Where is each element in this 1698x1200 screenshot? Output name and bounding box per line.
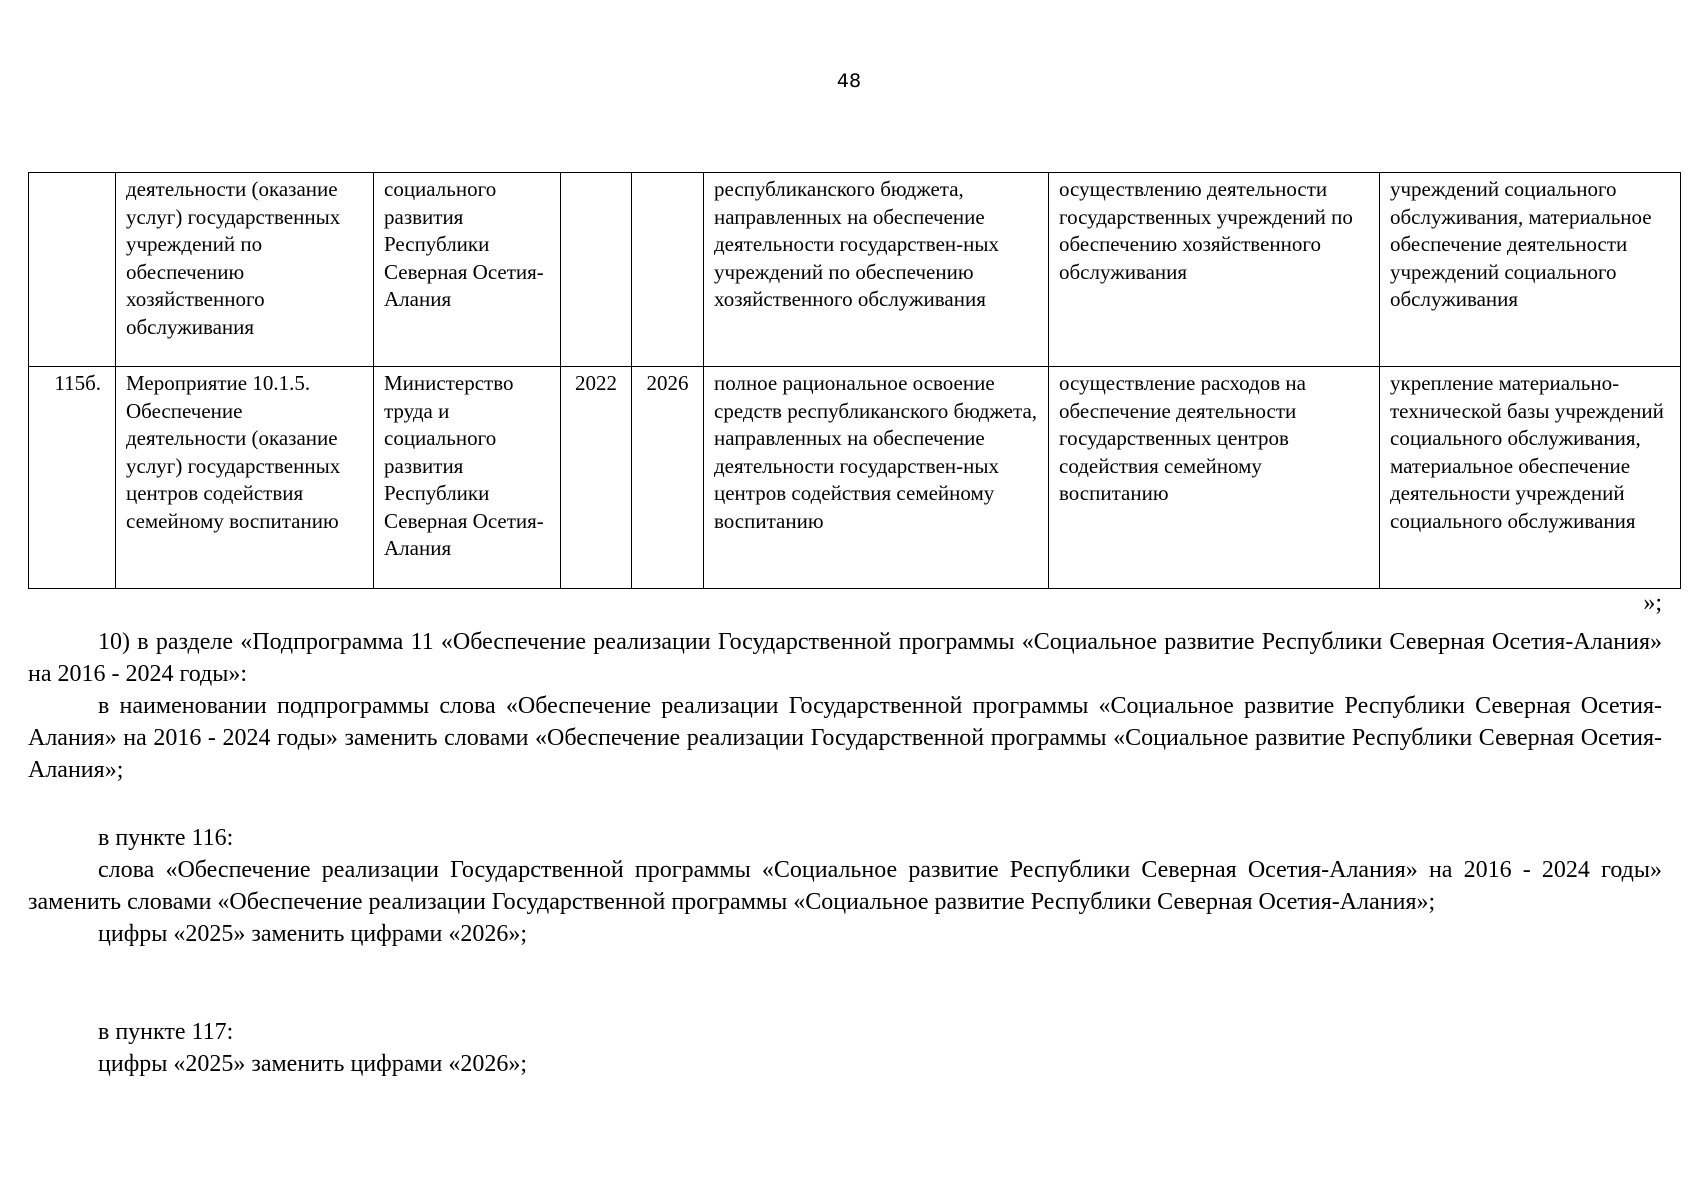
table-row <box>29 367 1681 589</box>
row-number-cell <box>29 173 116 367</box>
paragraph: слова «Обеспечение реализации Государственной программы «Социальное развитие Республики Северная Осетия-Алания» на 2016 - 2024 годы» заменить словами «Обеспечение реализации Государственной программы «Социальное развитие Республики Северная Осетия-Алания»; <box>28 857 1662 915</box>
end-year-cell: 2026 <box>632 367 704 589</box>
executor-cell: социального развития Республики Северная Осетия-Алания <box>374 173 561 367</box>
end-year-cell <box>632 173 704 367</box>
item-117-text <box>28 1016 1662 1080</box>
indicator-link-cell: учреждений социального обслуживания, материальное обеспечение деятельности учреждений социального обслуживания <box>1380 173 1681 367</box>
expected-result-cell: полное рациональное освоение средств республиканского бюджета, направленных на обеспечение деятельности государствен-ных центров содействия семейному воспитанию <box>704 367 1049 589</box>
expected-result-cell: республиканского бюджета, направленных на обеспечение деятельности государствен-ных учреждений по обеспечению хозяйственного обслуживания <box>704 173 1049 367</box>
measure-name-cell: деятельности (оказание услуг) государственных учреждений по обеспечению хозяйственного обслуживания <box>116 173 374 367</box>
start-year-cell <box>561 173 632 367</box>
indicator-link-cell: укрепление материально-технической базы учреждений социального обслуживания, материальное обеспечение деятельности учреждений социального обслуживания <box>1380 367 1681 589</box>
start-year-cell: 2022 <box>561 367 632 589</box>
paragraph: цифры «2025» заменить цифрами «2026»; <box>98 1051 528 1077</box>
table-row <box>29 173 1681 367</box>
closing-quote: »; <box>1643 590 1662 616</box>
executor-cell: Министерство труда и социального развития Республики Северная Осетия-Алания <box>374 367 561 589</box>
main-directions-cell: осуществление расходов на обеспечение деятельности государственных центров содействия семейному воспитанию <box>1049 367 1380 589</box>
page-number: 48 <box>836 70 862 92</box>
paragraph: 10) в разделе «Подпрограмма 11 «Обеспечение реализации Государственной программы «Социальное развитие Республики Северная Осетия-Алания» на 2016 - 2024 годы»: <box>28 629 1662 687</box>
item-116-text <box>28 822 1662 950</box>
amendment-text <box>28 626 1662 786</box>
measures-table <box>28 172 1681 589</box>
paragraph: цифры «2025» заменить цифрами «2026»; <box>98 921 528 947</box>
row-number-cell: 115б. <box>29 367 116 589</box>
paragraph: в пункте 116: <box>98 825 234 851</box>
paragraph: в пункте 117: <box>98 1019 234 1045</box>
main-directions-cell: осуществлению деятельности государственных учреждений по обеспечению хозяйственного обслуживания <box>1049 173 1380 367</box>
measure-name-cell: Мероприятие 10.1.5. Обеспечение деятельности (оказание услуг) государственных центров содействия семейному воспитанию <box>116 367 374 589</box>
paragraph: в наименовании подпрограммы слова «Обеспечение реализации Государственной программы «Социальное развитие Республики Северная Осетия-Алания» на 2016 - 2024 годы» заменить словами «Обеспечение реализации Государственной программы «Социальное развитие Республики Северная Осетия-Алания»; <box>28 693 1662 783</box>
